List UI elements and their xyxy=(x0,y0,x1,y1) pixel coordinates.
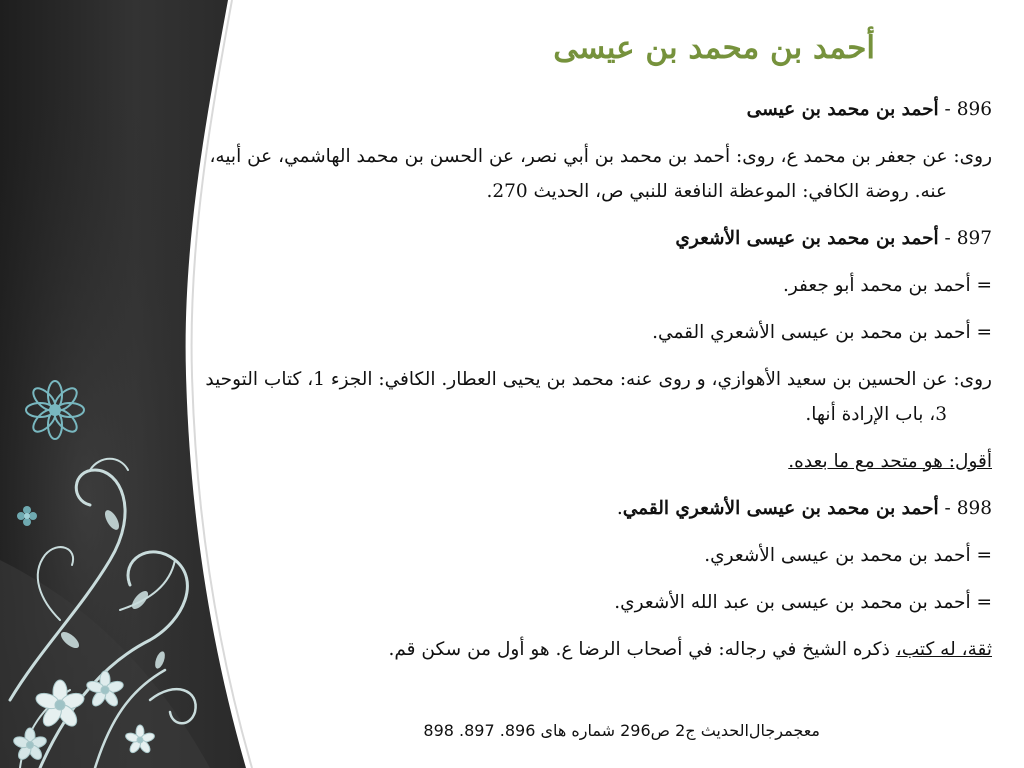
entry-898-underlined: ثقة، له كتب، xyxy=(895,639,992,660)
entry-897-equivalent-2: = أحمد بن محمد بن عيسى الأشعري القمي. xyxy=(652,322,992,343)
entry-896-text: روى: عن جعفر بن محمد ع، روى: أحمد بن محمد بن أبي نصر، عن الحسن بن محمد الهاشمي، عن أبيه، عنه. روضة الكافي: الموعظة النافعة للنبي ص، الحديث 270. xyxy=(209,146,992,202)
entry-898-rest: ذكره الشيخ في رجاله: في أصحاب الرضا ع. هو أول من سكن قم. xyxy=(388,639,896,660)
entry-896-name: أحمد بن محمد بن عيسى xyxy=(746,99,939,120)
entry-897-number: 897 - xyxy=(938,228,992,249)
entry-897-name: أحمد بن محمد بن عيسى الأشعري xyxy=(675,228,939,249)
entry-897-heading xyxy=(192,221,992,256)
entry-898-text xyxy=(192,632,992,667)
entry-898-number: 898 - xyxy=(938,498,992,519)
source-footer: معجمرجال‌الحديث ج2 ص296 شماره های 896. 897. 898 xyxy=(423,721,820,740)
entry-896-number: 896 - xyxy=(938,99,992,120)
entry-896-heading xyxy=(192,92,992,127)
entry-897-text: روى: عن الحسين بن سعيد الأهوازي، و روى عنه: محمد بن يحيى العطار. الكافي: الجزء 1، كتاب التوحيد 3، باب الإرادة أنها. xyxy=(205,369,992,425)
entry-898-equivalent-1: = أحمد بن محمد بن عيسى الأشعري. xyxy=(704,545,992,566)
entry-898-name: أحمد بن محمد بن عيسى الأشعري القمي xyxy=(622,498,939,519)
entry-898-equivalent-2: = أحمد بن محمد بن عيسى بن عبد الله الأشعري. xyxy=(614,592,992,613)
slide-body xyxy=(192,92,992,679)
entry-897-equivalent-1: = أحمد بن محمد أبو جعفر. xyxy=(782,275,992,296)
entry-897-note: أقول: هو متحد مع ما بعده. xyxy=(788,451,992,472)
entry-898-heading xyxy=(192,491,992,526)
entry-898-heading-end: . xyxy=(616,498,623,519)
slide-title: أحمد بن محمد بن عيسى xyxy=(553,30,875,66)
